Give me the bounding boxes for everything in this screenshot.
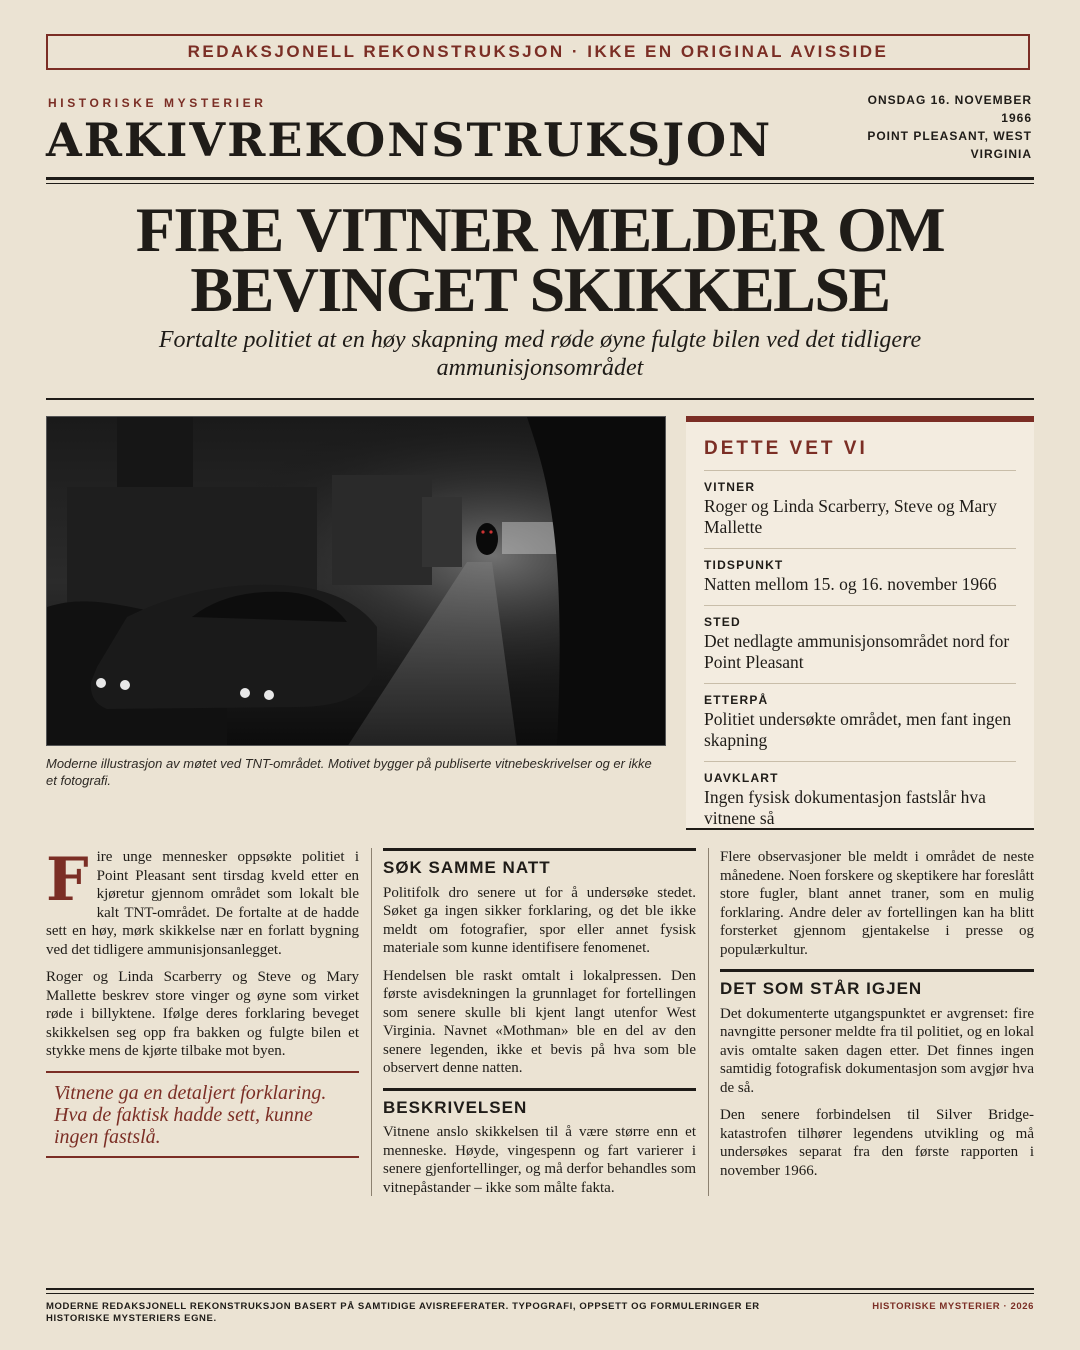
footer-rule — [46, 1288, 1034, 1290]
article-paragraph: Hendelsen ble raskt omtalt i lokalpressen. Den første avisdekningen la grunnlaget for fortellingen som senere skulle bli kjent langt utenfor West Virginia. Navnet «Mothman» ble en del av den senere legenden, ikke et bevis på hva som ble observert denne natten. — [383, 967, 696, 1076]
article-paragraph: Den senere forbindelsen til Silver Bridge-katastrofen tilhører legendens utvikling og må undersøkes separat fra den første rapporten i november 1966. — [720, 1107, 1034, 1179]
lead-text: ire unge mennesker oppsøkte politiet i Point Pleasant sent tirsdag kveld etter en kjøretur gjennom området som lokalt ble kalt TNT-området. De fortalte at de hadde sett en høy, mørk skikkelse nær en forlatt bygning ved det tidligere ammunisjonsanlegget. — [46, 849, 359, 958]
article-paragraph: Vitnene anslo skikkelsen til å være større enn et menneske. Høyde, vingespenn og fart varierer i senere gjenfortellinger, og må derfor behandles som vitnepåstander – ikke som målte fakta. — [383, 1124, 696, 1196]
night-scene-illustration — [47, 417, 666, 746]
drop-cap: F — [46, 845, 89, 915]
fact-item — [704, 683, 1016, 761]
section-heading: BESKRIVELSEN — [383, 1088, 696, 1118]
facts-box — [686, 416, 1034, 830]
fact-value: Det nedlagte ammunisjonsområdet nord for Point Pleasant — [704, 631, 1010, 672]
fact-value: Roger og Linda Scarberry, Steve og Mary Mallette — [704, 496, 997, 537]
article-column-2 — [383, 848, 696, 1206]
headline-rule — [46, 398, 1034, 400]
headline: FIRE VITNER MELDER OM BEVINGET SKIKKELSE — [135, 194, 945, 325]
masthead-rule-thin — [46, 183, 1034, 184]
dateline — [852, 91, 1032, 163]
illustration-image — [46, 416, 666, 746]
section-heading: DET SOM STÅR IGJEN — [720, 969, 1034, 999]
dateline-date: ONSDAG 16. NOVEMBER 1966 — [867, 93, 1032, 125]
fact-label: UAVKLART — [704, 771, 779, 785]
footer-rule-thin — [46, 1293, 1034, 1294]
section-kicker: HISTORISKE MYSTERIER — [48, 96, 267, 110]
fact-label: VITNER — [704, 480, 756, 494]
article-paragraph: Flere observasjoner ble meldt i området de neste månedene. Noen forskere og skeptikere har foreslått store fugler, blant annet traner, som en mulig forklaring. Andre deler av fortellingen kan ha blitt forsterket gjennom gjentakelse i presse og populærkultur. — [720, 849, 1034, 958]
footer-note: MODERNE REDAKSJONELL REKONSTRUKSJON BASERT PÅ SAMTIDIGE AVISREFERATER. TYPOGRAFI, OPPSETT OG FORMULERINGER ER HISTORISKE MYSTERIERS EGNE. — [46, 1301, 760, 1324]
section-heading: SØK SAMME NATT — [383, 848, 696, 878]
fact-item — [704, 470, 1016, 548]
masthead-title: ARKIVREKONSTRUKSJON — [46, 113, 773, 167]
subheadline: Fortalte politiet at en høy skapning med røde øyne fulgte bilen ved det tidligere ammunisjonsområdet — [158, 327, 922, 381]
footer-brand: HISTORISKE MYSTERIER · 2026 — [872, 1301, 1034, 1312]
fact-item — [704, 761, 1016, 839]
fact-item — [704, 605, 1016, 683]
disclaimer-banner: REDAKSJONELL REKONSTRUKSJON · IKKE EN ORIGINAL AVISSIDE — [46, 34, 1030, 70]
column-divider — [708, 848, 709, 1196]
article-paragraph: Politifolk dro senere ut for å undersøke stedet. Søket ga ingen sikker forklaring, og det ble ikke meldt om fotografier, spor eller annet fysisk materiale som kunne identifisere fenomenet. — [383, 884, 696, 956]
dateline-place: POINT PLEASANT, WEST VIRGINIA — [867, 129, 1032, 161]
facts-title: DETTE VET VI — [704, 438, 868, 459]
article-column-3 — [720, 848, 1034, 1189]
fact-value: Ingen fysisk dokumentasjon fastslår hva vitnene så — [704, 787, 986, 828]
fact-label: TIDSPUNKT — [704, 558, 784, 572]
column-divider — [371, 848, 372, 1196]
article-paragraph: Det dokumenterte utgangspunktet er avgrenset: fire navngitte personer meldte fra til politiet, og en lokal avis omtalte saken dagen etter. Det finnes ingen samtidig fotografisk dokumentasjon som avgjør hva de så. — [720, 1005, 1034, 1096]
article-paragraph: Roger og Linda Scarberry og Steve og Mary Mallette beskrev store vinger og øyne som virket røde i billyktene. Ifølge deres forklaring beveget skikkelsen seg opp fra bakken og fulgte bilen et stykke mens de kjørte tilbake mot byen. — [46, 969, 359, 1059]
fact-label: STED — [704, 615, 741, 629]
fact-label: ETTERPÅ — [704, 693, 769, 707]
pull-quote: Vitnene ga en detaljert forklaring. Hva de faktisk hadde sett, kunne ingen fastslå. — [46, 1071, 359, 1158]
fact-item — [704, 548, 1016, 605]
fact-value: Natten mellom 15. og 16. november 1966 — [704, 574, 997, 594]
article-paragraph — [46, 845, 359, 959]
image-caption: Moderne illustrasjon av møtet ved TNT-området. Motivet bygger på publiserte vitnebeskrivelser og er ikke et fotografi. — [46, 756, 652, 788]
fact-value: Politiet undersøkte området, men fant ingen skapning — [704, 709, 1012, 750]
article-column-1 — [46, 845, 359, 1158]
masthead-rule — [46, 177, 1034, 180]
